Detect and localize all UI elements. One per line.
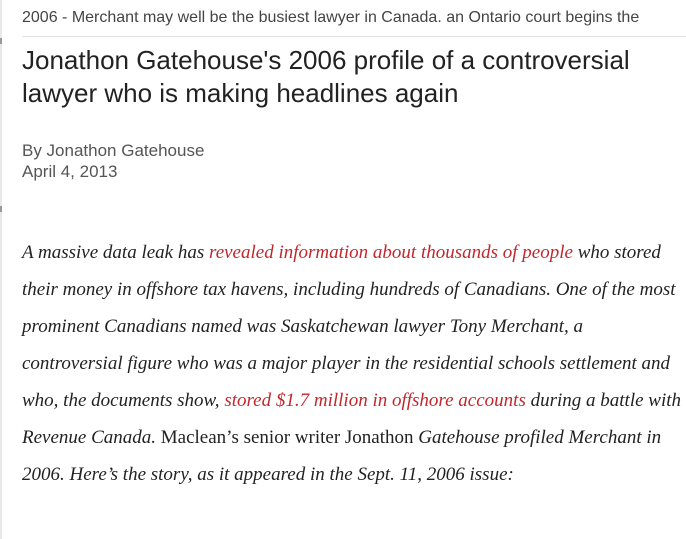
divider [22, 36, 686, 37]
lead-text: who stored their money in offshore tax havens, including hundreds of Canadians. One of the most prominent Canadians named was Saskatchewan lawyer Tony Merchant, a controversial figure who was a major player in the residential schools settlement and who, the documents show, [22, 242, 676, 411]
lead-text-upright: Maclean’s senior writer Jonathon [160, 427, 414, 448]
article-date: April 4, 2013 [22, 162, 118, 181]
lead-text: A massive data leak has [22, 242, 209, 263]
left-edge-rule [0, 0, 2, 539]
left-edge-marker [0, 206, 2, 212]
lead-text: Gatehouse profiled Merchant in 2006. Here’s the story, as it appeared in the Sept. 11, 2006 issue: [22, 427, 662, 485]
article-lead-paragraph [22, 234, 686, 493]
leak-information-link[interactable]: revealed information about thousands of people [209, 242, 573, 263]
preview-snippet: 2006 - Merchant may well be the busiest lawyer in Canada. an Ontario court begins the [22, 9, 640, 26]
lead-text: during a battle with Revenue Canada. [22, 390, 682, 448]
article-byline: By Jonathon Gatehouse [22, 141, 205, 160]
left-edge-marker [0, 38, 2, 44]
article-headline: Jonathon Gatehouse's 2006 profile of a controversial lawyer who is making headlines again [22, 45, 630, 108]
offshore-accounts-link[interactable]: stored $1.7 million in offshore accounts [224, 390, 526, 411]
